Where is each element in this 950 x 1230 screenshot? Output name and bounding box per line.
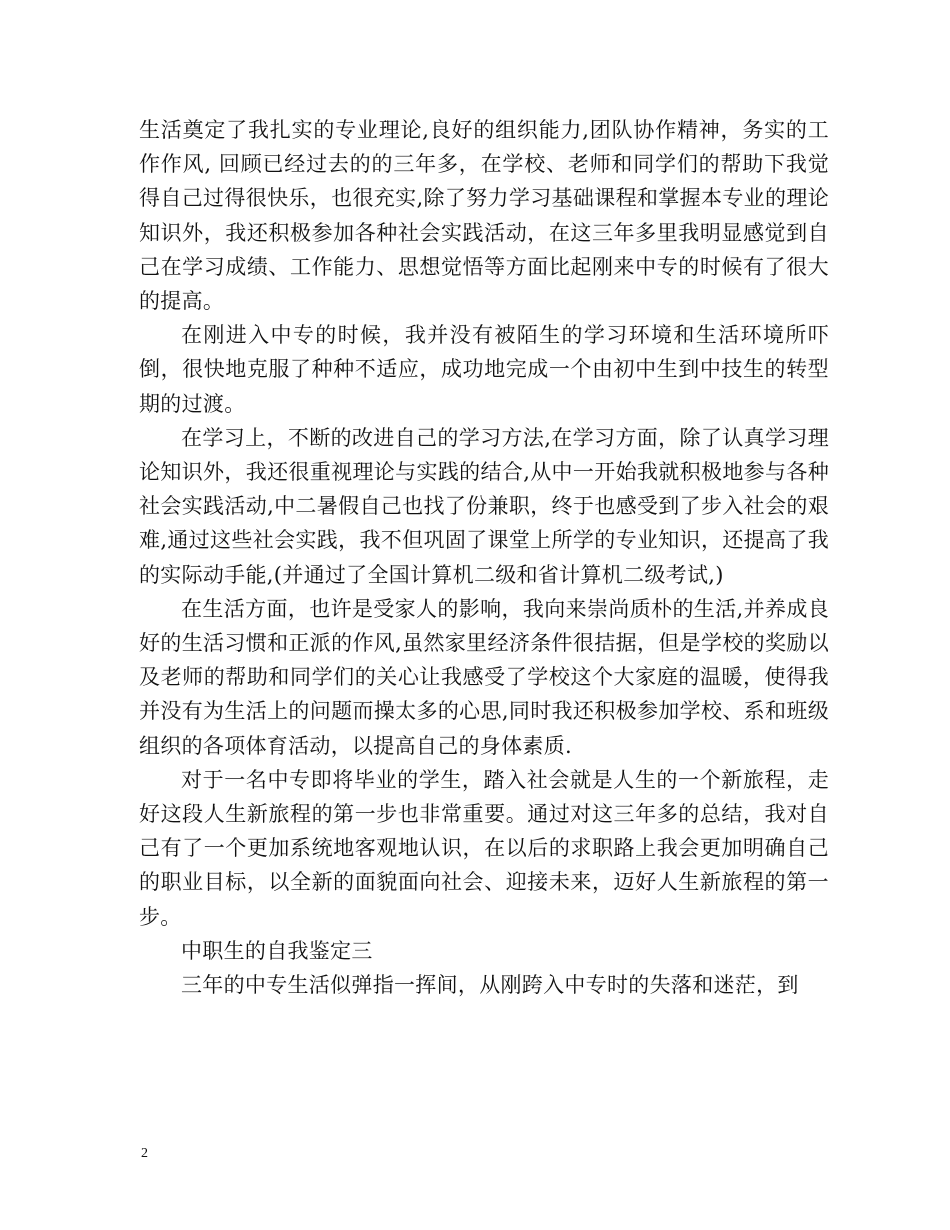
- section-heading: 中职生的自我鉴定三: [181, 938, 373, 963]
- paragraph-2: 在刚进入中专的时候，我并没有被陌生的学习环境和生活环境所吓倒，很快地克服了种种不适应，成功地完成一个由初中生到中技生的转型期的过渡。: [139, 323, 829, 416]
- paragraph-4: 在生活方面，也许是受家人的影响，我向来崇尚质朴的生活,并养成良好的生活习惯和正派的作风,虽然家里经济条件很拮据，但是学校的奖励以及老师的帮助和同学们的关心让我感受了学校这个大家庭的温暖，使得我并没有为生活上的问题而操太多的心思,同时我还积极参加学校、系和班级组织的各项体育活动，以提高自己的身体素质.: [139, 596, 829, 758]
- paragraph-1: 生活奠定了我扎实的专业理论,良好的组织能力,团队协作精神，务实的工作作风, 回顾已经过去的的三年多，在学校、老师和同学们的帮助下我觉得自己过得很快乐，也很充实,除了努力学习基础课程和掌握本专业的理论知识外，我还积极参加各种社会实践活动，在这三年多里我明显感觉到自己在学习成绩、工作能力、思想觉悟等方面比起刚来中专的时候有了很大的提高。: [139, 118, 829, 314]
- paragraph-3: 在学习上，不断的改进自己的学习方法,在学习方面，除了认真学习理论知识外，我还很重视理论与实践的结合,从中一开始我就积极地参与各种社会实践活动,中二暑假自己也找了份兼职，终于也感受到了步入社会的艰难,通过这些社会实践，我不但巩固了课堂上所学的专业知识，还提高了我的实际动手能,(并通过了全国计算机二级和省计算机二级考试,): [139, 425, 829, 587]
- page-number: 2: [141, 1146, 148, 1161]
- paragraph-6: 三年的中专生活似弹指一挥间，从刚跨入中专时的失落和迷茫，到: [181, 973, 799, 998]
- document-body: [139, 113, 829, 1002]
- paragraph-5: 对于一名中专即将毕业的学生，踏入社会就是人生的一个新旅程，走好这段人生新旅程的第一步也非常重要。通过对这三年多的总结，我对自己有了一个更加系统地客观地认识，在以后的求职路上我会更加明确自己的职业目标，以全新的面貌面向社会、迎接未来，迈好人生新旅程的第一步。: [139, 767, 829, 929]
